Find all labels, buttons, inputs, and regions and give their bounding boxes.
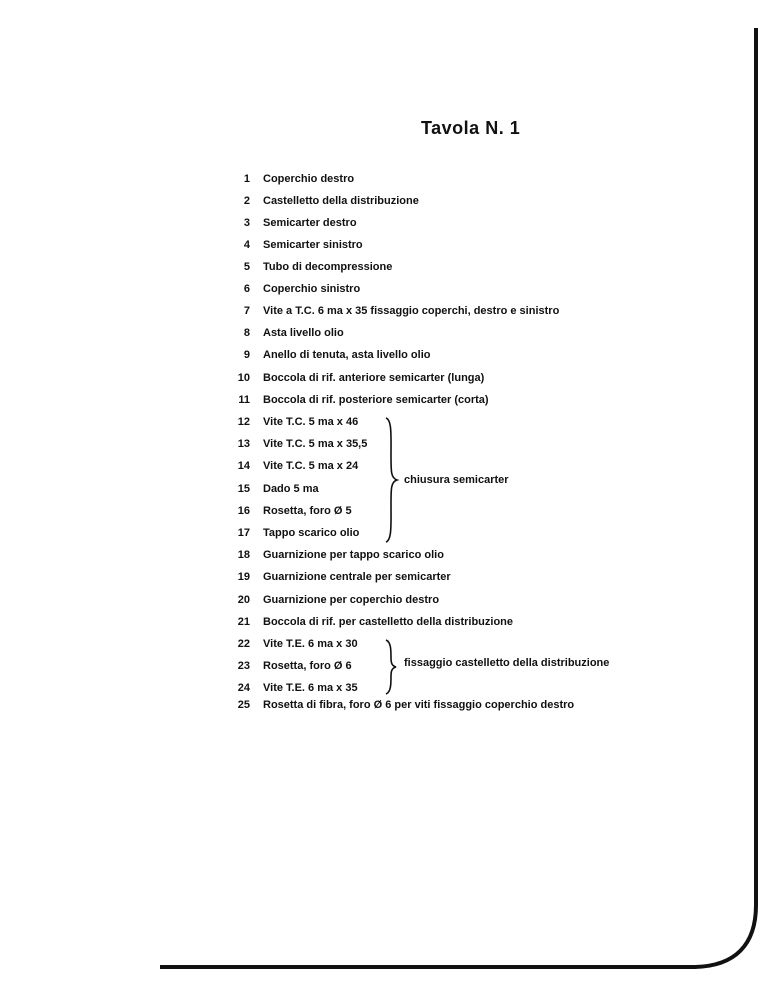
item-description: Rosetta, foro Ø 6 [263, 660, 352, 672]
item-number: 11 [238, 394, 250, 406]
page-title: Tavola N. 1 [421, 118, 521, 138]
item-description: Boccola di rif. per castelletto della distribuzione [263, 616, 513, 628]
item-number: 18 [237, 549, 250, 561]
item-number: 25 [237, 699, 250, 711]
item-number: 24 [237, 682, 250, 694]
item-number: 17 [237, 527, 250, 539]
group-label-fissaggio: fissaggio castelletto della distribuzione [404, 657, 610, 669]
item-description: Vite a T.C. 6 ma x 35 fissaggio coperchi, destro e sinistro [263, 305, 560, 317]
item-number: 6 [243, 283, 250, 295]
item-description: Vite T.C. 5 ma x 46 [263, 416, 359, 428]
item-description: Vite T.E. 6 ma x 35 [263, 682, 358, 694]
item-description: Guarnizione per tappo scarico olio [263, 549, 444, 561]
item-number: 4 [243, 239, 250, 251]
item-description: Castelletto della distribuzione [263, 195, 419, 207]
item-description: Anello di tenuta, asta livello olio [263, 349, 431, 361]
group-label-chiusura: chiusura semicarter [404, 474, 509, 486]
item-number: 7 [243, 305, 250, 317]
item-number: 9 [243, 349, 250, 361]
item-number: 10 [237, 372, 250, 384]
item-number: 12 [237, 416, 250, 428]
item-description: Rosetta, foro Ø 5 [263, 505, 352, 517]
item-description: Coperchio destro [263, 173, 355, 185]
item-description: Vite T.C. 5 ma x 24 [263, 460, 359, 472]
item-number: 8 [243, 327, 250, 339]
item-description: Tubo di decompressione [263, 261, 393, 273]
item-number: 22 [237, 638, 250, 650]
item-number: 21 [237, 616, 250, 628]
item-description: Dado 5 ma [263, 483, 319, 495]
item-description: Semicarter destro [263, 217, 357, 229]
item-number: 15 [237, 483, 250, 495]
item-description: Guarnizione per coperchio destro [263, 594, 440, 606]
item-description: Semicarter sinistro [263, 239, 363, 251]
item-number: 5 [243, 261, 250, 273]
item-description: Tappo scarico olio [263, 527, 360, 539]
item-description: Coperchio sinistro [263, 283, 361, 295]
item-number: 3 [243, 217, 250, 229]
item-description: Guarnizione centrale per semicarter [263, 571, 451, 583]
item-number: 16 [237, 505, 250, 517]
item-description: Vite T.E. 6 ma x 30 [263, 638, 358, 650]
item-number: 23 [237, 660, 250, 672]
item-number: 13 [237, 438, 250, 450]
item-description: Boccola di rif. anteriore semicarter (lunga) [263, 372, 485, 384]
item-number: 2 [243, 195, 250, 207]
item-description: Asta livello olio [263, 327, 344, 339]
item-number: 1 [243, 173, 250, 185]
item-description: Vite T.C. 5 ma x 35,5 [263, 438, 368, 450]
item-number: 19 [237, 571, 250, 583]
item-number: 14 [237, 460, 250, 472]
item-description: Rosetta di fibra, foro Ø 6 per viti fissaggio coperchio destro [263, 699, 575, 711]
item-description: Boccola di rif. posteriore semicarter (corta) [263, 394, 489, 406]
item-number: 20 [237, 594, 250, 606]
